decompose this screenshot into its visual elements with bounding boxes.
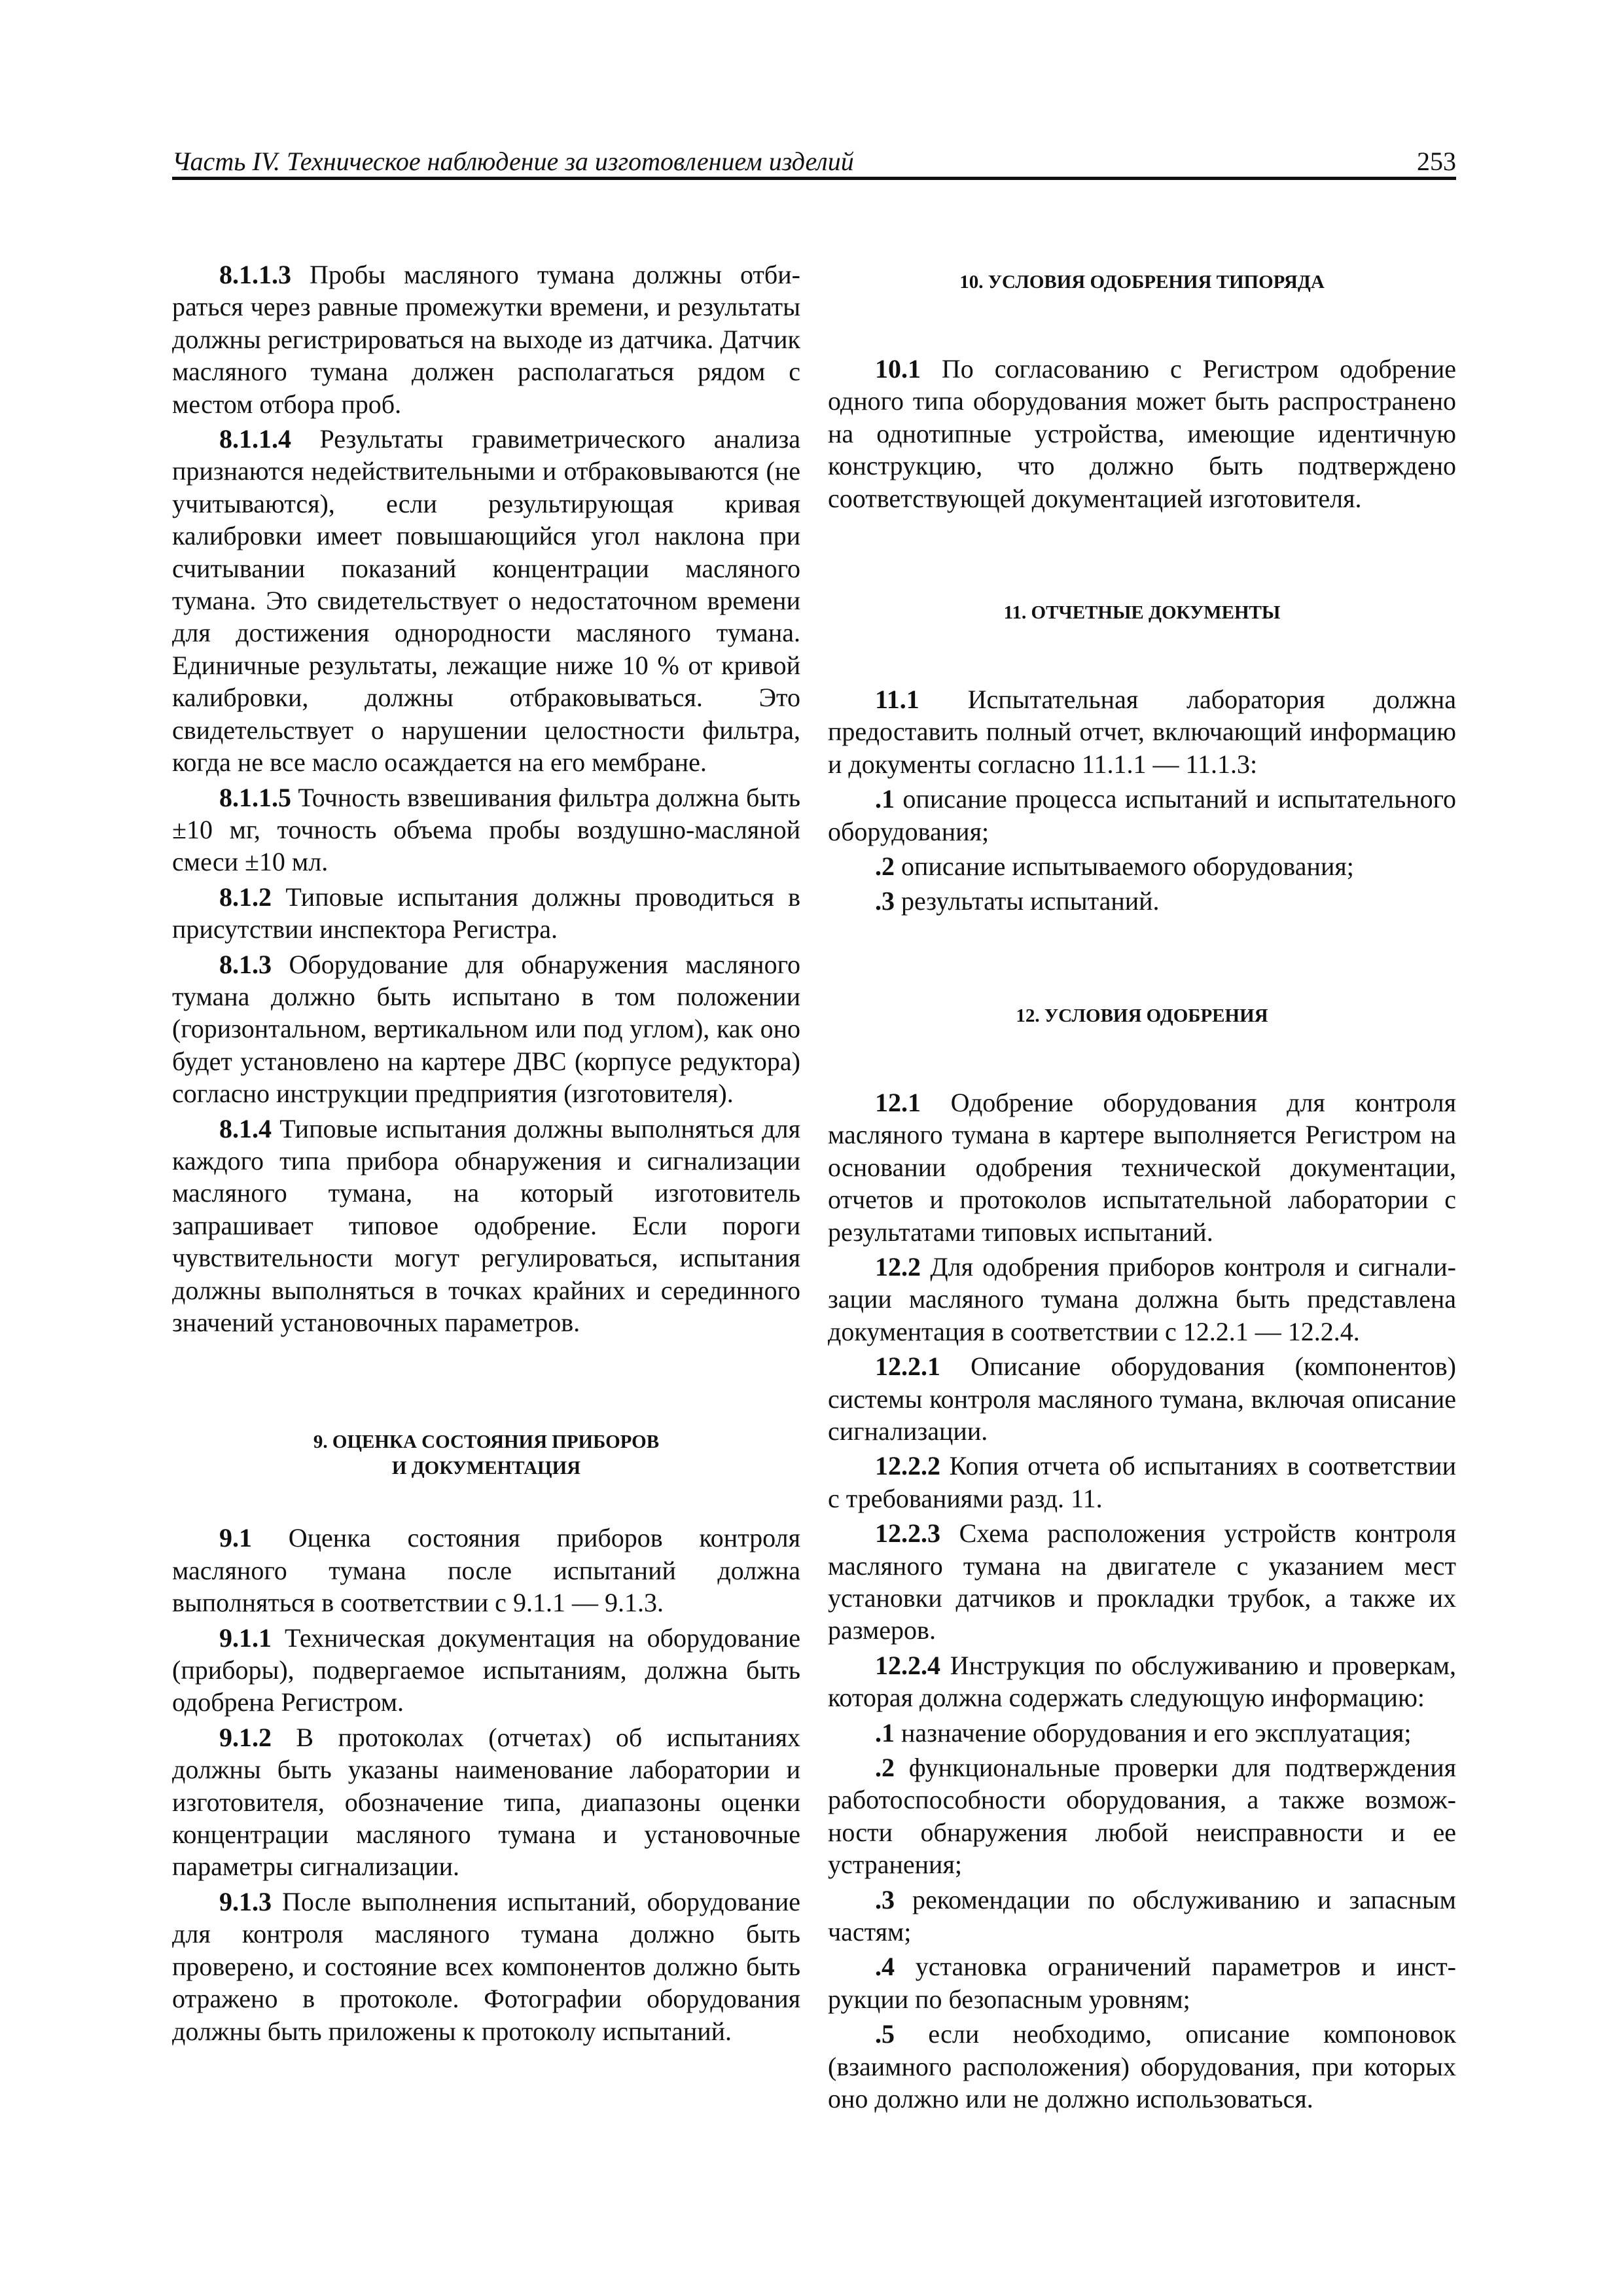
clause-number: 9.1.1	[219, 1623, 272, 1653]
section-heading-11	[828, 600, 1456, 626]
paragraph	[828, 1251, 1456, 1348]
section-heading-line: 11. ОТЧЕТНЫЕ ДОКУМЕНТЫ	[1003, 602, 1281, 624]
paragraph-text: Копия отчета об испытаниях в соответствии с требованиями разд. 11.	[828, 1451, 1456, 1513]
paragraph	[172, 1622, 800, 1719]
paragraph-text: После выполнения испытаний, оборудование для контроля масляного тумана должно быть проверено, и состояние всех компонентов должно быть отражено в протоколе. Фотографии оборудования должны быть приложены к протоколу испытаний.	[172, 1886, 800, 2046]
clause-number: 12.2	[875, 1251, 921, 1282]
item-number: .2	[875, 1753, 895, 1782]
item-number: .5	[875, 2019, 895, 2049]
paragraph	[172, 1522, 800, 1619]
item-text: результаты испытаний.	[895, 886, 1160, 916]
clause-number: 9.1.3	[219, 1886, 272, 1916]
paragraph-text: Типовые испытания должны выполняться для каждого типа прибора обнаружения и сигнализации масляного тумана, на который изготовитель запрашивает типовое одобрение. Если пороги чувствительности могут регулироваться, испытания должны выполняться в точках крайних и серединного значений установочных параметров.	[172, 1113, 800, 1337]
clause-number: 11.1	[875, 685, 919, 715]
clause-number: 8.1.2	[219, 882, 272, 912]
clause-number: 12.2.2	[875, 1451, 940, 1481]
paragraph	[828, 1350, 1456, 1447]
item-number: .3	[875, 1884, 895, 1914]
list-item	[828, 1950, 1456, 2015]
clause-number: 12.2.4	[875, 1650, 940, 1680]
paragraph	[828, 353, 1456, 514]
left-column	[172, 259, 800, 2050]
paragraph	[172, 781, 800, 878]
paragraph-text: Результаты гравиметрического анализа признаются недействительными и отбраковываются (не учитываются), если результирующая кривая калибровки имеет повышающийся угол наклона при считывании показаний концентрации масляного тумана. Это свидетельствует о недостаточном времени для достижения однородности масляного тумана. Единичные результаты, лежащие ниже 10 % от кривой калибровки, должны отбраковываться. Это свидетельствует о нарушении целостности фильтра, когда не все масло осаждается на его мембране.	[172, 424, 800, 778]
paragraph-text: В протоколах (отчетах) об испытаниях должны быть указаны наименование лаборатории и изготовителя, обозначение типа, диапазоны оценки концентрации масляного тумана и установочные параметры сигнализации.	[172, 1722, 800, 1882]
paragraph-text: Схема расположения устройств контроля масляного тумана на двигателе с указанием мест установки датчиков и прокладки трубок, а также их размеров.	[828, 1518, 1456, 1645]
list-item	[828, 1751, 1456, 1881]
clause-number: 8.1.1.3	[219, 260, 291, 289]
paragraph	[828, 683, 1456, 780]
section-heading-line: И ДОКУМЕНТАЦИЯ	[391, 1458, 581, 1479]
clause-number: 9.1	[219, 1523, 252, 1553]
list-item	[828, 1884, 1456, 1948]
paragraph-text: По согласованию с Регистром одобрение одного типа оборудования может быть распространено на однотипные устройства, имеющие идентичную конструкцию, что должно быть подтверждено соответствующей документацией изготовителя.	[828, 354, 1456, 513]
list-item	[828, 2018, 1456, 2115]
paragraph-text: Типовые испытания должны проводиться в присутствии инспектора Регистра.	[172, 882, 800, 944]
item-number: .1	[875, 1717, 895, 1748]
clause-number: 9.1.2	[219, 1722, 272, 1752]
clause-number: 8.1.3	[219, 949, 272, 979]
list-item	[828, 1717, 1456, 1749]
clause-number: 8.1.1.5	[219, 782, 291, 812]
paragraph-text: Точность взвешивания фильтра должна быть ±10 мг, точность объема пробы воздушно-масляной смеси ±10 мл.	[172, 782, 800, 877]
page-number: 253	[1417, 147, 1456, 176]
paragraph-text: Описание оборудования (компонентов) системы контроля масляного тумана, включая описание сигнализации.	[828, 1352, 1456, 1446]
item-text: назначение оборудования и его эксплуатация;	[895, 1717, 1412, 1748]
paragraph-text: Инструкция по обслуживанию и проверкам, которая должна содержать следующую информацию:	[828, 1650, 1456, 1713]
paragraph-text: Оборудование для обнаружения масляного тумана должно быть испытано в том положении (горизонтальном, вертикальном или под углом), как оно будет установлено на картере ДВС (корпусе редуктора) согласно инструкции предприятия (изготовителя).	[172, 949, 800, 1109]
section-heading-line: 9. ОЦЕНКА СОСТОЯНИЯ ПРИБОРОВ	[313, 1431, 660, 1453]
running-title: Часть IV. Техническое наблюдение за изготовлением изделий	[172, 147, 854, 176]
paragraph-text: Оценка состояния приборов контроля масляного тумана после испытаний должна выполняться в соответствии с 9.1.1 — 9.1.3.	[172, 1523, 800, 1618]
running-header	[172, 145, 1456, 178]
list-item	[828, 783, 1456, 848]
item-text: рекомендации по обслуживанию и запасным частям;	[828, 1884, 1456, 1947]
section-heading-line: 12. УСЛОВИЯ ОДОБРЕНИЯ	[1016, 1005, 1268, 1026]
section-heading-12	[828, 1003, 1456, 1029]
paragraph-text: Техническая документация на оборудование (приборы), подвергаемое испытаниям, должна быть одобрена Регистром.	[172, 1623, 800, 1717]
item-text: описание процесса испытаний и испытательного оборудования;	[828, 784, 1456, 846]
clause-number: 8.1.1.4	[219, 424, 291, 454]
header-rule	[172, 177, 1456, 180]
paragraph-text: Для одобрения приборов контроля и сигнализации масляного тумана должна быть представлена документация в соответствии с 12.2.1 — 12.2.4.	[828, 1251, 1456, 1346]
paragraph	[828, 1649, 1456, 1714]
clause-number: 10.1	[875, 354, 921, 384]
item-number: .3	[875, 886, 895, 916]
paragraph-text: Пробы масляного тумана должны отбираться через равные промежутки времени, и результаты должны регистрироваться на выходе из датчика. Датчик масляного тумана должен располагаться рядом с местом отбора проб.	[172, 260, 800, 419]
item-text: установка ограничений параметров и инструкции по безопасным уровням;	[828, 1952, 1456, 2014]
section-heading-9	[172, 1429, 800, 1481]
item-text: функциональные проверки для подтверждения работоспособности оборудования, а также возможности обнаружения любой неисправности и ее устранения;	[828, 1753, 1456, 1880]
item-number: .1	[875, 784, 895, 814]
list-item	[828, 885, 1456, 917]
item-text: если необходимо, описание компоновок (взаимного расположения) оборудования, при которых оно должно или не должно использоваться.	[828, 2019, 1456, 2114]
section-heading-line: 10. УСЛОВИЯ ОДОБРЕНИЯ ТИПОРЯДА	[959, 272, 1325, 293]
paragraph-text: Испытательная лаборатория должна предоставить полный отчет, включающий информацию и документы согласно 11.1.1 — 11.1.3:	[828, 685, 1456, 779]
list-item	[828, 850, 1456, 882]
paragraph	[828, 1517, 1456, 1647]
clause-number: 8.1.4	[219, 1113, 272, 1143]
item-number: .2	[875, 852, 895, 882]
paragraph	[172, 1886, 800, 2047]
paragraph	[172, 259, 800, 420]
paragraph	[172, 881, 800, 946]
item-number: .4	[875, 1952, 895, 1982]
paragraph	[172, 948, 800, 1110]
paragraph	[172, 1721, 800, 1883]
clause-number: 12.2.1	[875, 1352, 940, 1382]
paragraph	[828, 1450, 1456, 1515]
paragraph-text: Одобрение оборудования для контроля масляного тумана в картере выполняется Регистром на основании одобрения технической документации, отчетов и протоколов испытательной лаборатории с результатами типовых испытаний.	[828, 1087, 1456, 1247]
paragraph	[172, 1113, 800, 1339]
paragraph	[828, 1086, 1456, 1248]
clause-number: 12.2.3	[875, 1518, 940, 1549]
clause-number: 12.1	[875, 1087, 921, 1117]
right-column	[828, 259, 1456, 2117]
item-text: описание испытываемого оборудования;	[895, 852, 1354, 882]
section-heading-10	[828, 269, 1456, 295]
paragraph	[172, 423, 800, 778]
